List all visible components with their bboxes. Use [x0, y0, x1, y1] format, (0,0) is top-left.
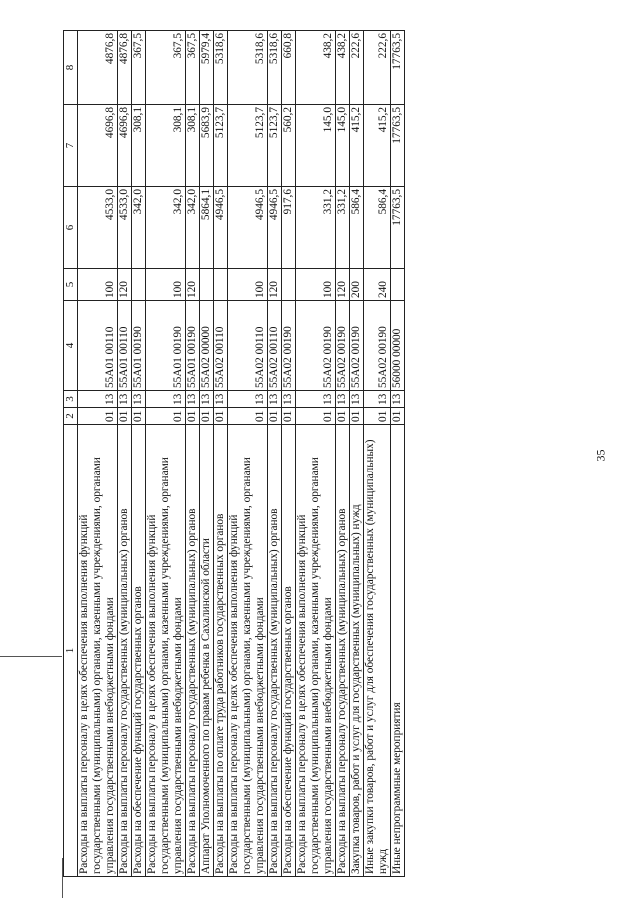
- expense-type-cell: 120: [118, 269, 132, 301]
- expense-type-cell: 100: [78, 269, 118, 301]
- target-article-cell: 55А02 00190: [350, 301, 364, 391]
- amount-year1-cell: 5864,1: [200, 187, 214, 269]
- amount-year2-cell: 5683,9: [200, 105, 214, 187]
- amount-year1-cell: 586,4: [364, 187, 391, 269]
- expense-name-cell: Расходы на выплаты персоналу государственных (муниципальных) органов: [118, 425, 132, 877]
- amount-year2-cell: 4696,8: [118, 105, 132, 187]
- table-row: [146, 31, 186, 877]
- amount-year2-cell: 145,0: [336, 105, 350, 187]
- section-code-cell: 01: [214, 408, 228, 425]
- header-cell: 3: [64, 391, 78, 408]
- expense-type-cell: 120: [186, 269, 200, 301]
- expense-name-cell: Иные закупки товаров, работ и услуг для обеспечения государственных (муниципальных) нужд: [364, 425, 391, 877]
- target-article-cell: 55А01 00190: [132, 301, 146, 391]
- expense-name-cell: Иные непрограммные мероприятия: [391, 425, 405, 877]
- subsection-code-cell: 13: [296, 391, 336, 408]
- header-cell: 7: [64, 105, 78, 187]
- amount-year3-cell: 4876,8: [78, 31, 118, 105]
- table-body: [64, 31, 405, 877]
- budget-table: [63, 30, 405, 877]
- expense-name-cell: Расходы на выплаты персоналу государственных (муниципальных) органов: [336, 425, 350, 877]
- expense-type-cell: [214, 269, 228, 301]
- section-code-cell: 01: [268, 408, 282, 425]
- header-cell: 4: [64, 301, 78, 391]
- amount-year1-cell: 331,2: [336, 187, 350, 269]
- expense-type-cell: [391, 269, 405, 301]
- amount-year3-cell: 222,6: [364, 31, 391, 105]
- amount-year1-cell: 917,6: [282, 187, 296, 269]
- target-article-cell: 55А01 00110: [78, 301, 118, 391]
- expense-name-cell: Расходы на обеспечение функций государственных органов: [282, 425, 296, 877]
- subsection-code-cell: 13: [282, 391, 296, 408]
- section-code-cell: 01: [364, 408, 391, 425]
- table-row: [228, 31, 268, 877]
- header-cell: 1: [64, 425, 78, 877]
- section-code-cell: 01: [186, 408, 200, 425]
- amount-year3-cell: 4876,8: [118, 31, 132, 105]
- amount-year1-cell: 17763,5: [391, 187, 405, 269]
- header-cell: 2: [64, 408, 78, 425]
- amount-year3-cell: 438,2: [296, 31, 336, 105]
- amount-year3-cell: 367,5: [186, 31, 200, 105]
- amount-year2-cell: 4696,8: [78, 105, 118, 187]
- table-row: [268, 31, 282, 877]
- amount-year3-cell: 367,5: [132, 31, 146, 105]
- amount-year3-cell: 438,2: [336, 31, 350, 105]
- amount-year2-cell: 308,1: [146, 105, 186, 187]
- amount-year3-cell: 5318,6: [228, 31, 268, 105]
- target-article-cell: 56000 00000: [391, 301, 405, 391]
- subsection-code-cell: 13: [200, 391, 214, 408]
- target-article-cell: 55А02 00110: [228, 301, 268, 391]
- subsection-code-cell: 13: [228, 391, 268, 408]
- section-code-cell: 01: [350, 408, 364, 425]
- page-number: 35: [593, 449, 608, 462]
- subsection-code-cell: 13: [336, 391, 350, 408]
- amount-year2-cell: 308,1: [186, 105, 200, 187]
- target-article-cell: 55А02 00190: [364, 301, 391, 391]
- table-row: [132, 31, 146, 877]
- section-code-cell: 01: [228, 408, 268, 425]
- section-code-cell: 01: [391, 408, 405, 425]
- section-code-cell: 01: [200, 408, 214, 425]
- expense-type-cell: 100: [146, 269, 186, 301]
- expense-type-cell: 100: [228, 269, 268, 301]
- amount-year1-cell: 4533,0: [78, 187, 118, 269]
- target-article-cell: 55А02 00000: [200, 301, 214, 391]
- table-row: [214, 31, 228, 877]
- section-code-cell: 01: [78, 408, 118, 425]
- amount-year1-cell: 342,0: [186, 187, 200, 269]
- amount-year2-cell: 415,2: [350, 105, 364, 187]
- amount-year2-cell: 5123,7: [268, 105, 282, 187]
- target-article-cell: 55А02 00190: [296, 301, 336, 391]
- subsection-code-cell: 13: [268, 391, 282, 408]
- expense-name-cell: Расходы на обеспечение функций государственных органов: [132, 425, 146, 877]
- target-article-cell: 55А01 00190: [186, 301, 200, 391]
- expense-name-cell: Расходы на выплаты персоналу государственных (муниципальных) органов: [186, 425, 200, 877]
- target-article-cell: 55А02 00190: [282, 301, 296, 391]
- header-cell: 6: [64, 187, 78, 269]
- section-code-cell: 01: [118, 408, 132, 425]
- subsection-code-cell: 13: [350, 391, 364, 408]
- amount-year1-cell: 4533,0: [118, 187, 132, 269]
- table-row: [336, 31, 350, 877]
- amount-year2-cell: 308,1: [132, 105, 146, 187]
- expense-type-cell: 200: [350, 269, 364, 301]
- amount-year1-cell: 342,0: [146, 187, 186, 269]
- section-code-cell: 01: [296, 408, 336, 425]
- expense-type-cell: 120: [268, 269, 282, 301]
- table-row: [350, 31, 364, 877]
- amount-year1-cell: 342,0: [132, 187, 146, 269]
- table-row: [78, 31, 118, 877]
- table-row: [296, 31, 336, 877]
- subsection-code-cell: 13: [146, 391, 186, 408]
- amount-year3-cell: 5979,4: [200, 31, 214, 105]
- table-row: [391, 31, 405, 877]
- subsection-code-cell: 13: [118, 391, 132, 408]
- table-row: [364, 31, 391, 877]
- amount-year3-cell: 5318,6: [214, 31, 228, 105]
- section-code-cell: 01: [132, 408, 146, 425]
- expense-name-cell: Расходы на выплаты по оплате труда работников государственных органов: [214, 425, 228, 877]
- amount-year3-cell: 367,5: [146, 31, 186, 105]
- table-row: [186, 31, 200, 877]
- expense-name-cell: Расходы на выплаты персоналу в целях обеспечения выполнения функций государственными (муниципальными) органами, казенными учреждениями, органами управления государственными внебюджетными фондами: [296, 425, 336, 877]
- expense-name-cell: Расходы на выплаты персоналу в целях обеспечения выполнения функций государственными (муниципальными) органами, казенными учреждениями, органами управления государственными внебюджетными фондами: [146, 425, 186, 877]
- amount-year3-cell: 222,6: [350, 31, 364, 105]
- section-code-cell: 01: [282, 408, 296, 425]
- table-row: [118, 31, 132, 877]
- expense-type-cell: [132, 269, 146, 301]
- header-row: [64, 31, 78, 877]
- table-row: [200, 31, 214, 877]
- expense-type-cell: 100: [296, 269, 336, 301]
- subsection-code-cell: 13: [391, 391, 405, 408]
- amount-year1-cell: 4946,5: [268, 187, 282, 269]
- amount-year2-cell: 560,2: [282, 105, 296, 187]
- subsection-code-cell: 13: [186, 391, 200, 408]
- amount-year2-cell: 415,2: [364, 105, 391, 187]
- expense-name-cell: Закупка товаров, работ и услуг для государственных (муниципальных) нужд: [350, 425, 364, 877]
- amount-year2-cell: 145,0: [296, 105, 336, 187]
- target-article-cell: 55А01 00110: [118, 301, 132, 391]
- expense-type-cell: 240: [364, 269, 391, 301]
- expense-name-cell: Расходы на выплаты персоналу в целях обеспечения выполнения функций государственными (муниципальными) органами, казенными учреждениями, органами управления государственными внебюджетными фондами: [228, 425, 268, 877]
- expense-name-cell: Аппарат Уполномоченного по правам ребенка в Сахалинской области: [200, 425, 214, 877]
- subsection-code-cell: 13: [78, 391, 118, 408]
- target-article-cell: 55А01 00190: [146, 301, 186, 391]
- target-article-cell: 55А02 00190: [336, 301, 350, 391]
- table-row: [282, 31, 296, 877]
- section-code-cell: 01: [336, 408, 350, 425]
- amount-year2-cell: 17763,5: [391, 105, 405, 187]
- expense-type-cell: 120: [336, 269, 350, 301]
- amount-year2-cell: 5123,7: [214, 105, 228, 187]
- rotated-table-container: [63, 31, 623, 877]
- expense-type-cell: [200, 269, 214, 301]
- target-article-cell: 55А02 00110: [214, 301, 228, 391]
- amount-year3-cell: 17763,5: [391, 31, 405, 105]
- amount-year3-cell: 5318,6: [268, 31, 282, 105]
- amount-year1-cell: 4946,5: [214, 187, 228, 269]
- header-cell: 5: [64, 269, 78, 301]
- subsection-code-cell: 13: [364, 391, 391, 408]
- section-code-cell: 01: [146, 408, 186, 425]
- amount-year1-cell: 4946,5: [228, 187, 268, 269]
- target-article-cell: 55А02 00110: [268, 301, 282, 391]
- amount-year3-cell: 660,8: [282, 31, 296, 105]
- subsection-code-cell: 13: [132, 391, 146, 408]
- amount-year1-cell: 331,2: [296, 187, 336, 269]
- header-cell: 8: [64, 31, 78, 105]
- margin-line: [0, 656, 62, 657]
- amount-year2-cell: 5123,7: [228, 105, 268, 187]
- subsection-code-cell: 13: [214, 391, 228, 408]
- amount-year1-cell: 586,4: [350, 187, 364, 269]
- expense-name-cell: Расходы на выплаты персоналу государственных (муниципальных) органов: [268, 425, 282, 877]
- expense-type-cell: [282, 269, 296, 301]
- expense-name-cell: Расходы на выплаты персоналу в целях обеспечения выполнения функций государственными (муниципальными) органами, казенными учреждениями, органами управления государственными внебюджетными фондами: [78, 425, 118, 877]
